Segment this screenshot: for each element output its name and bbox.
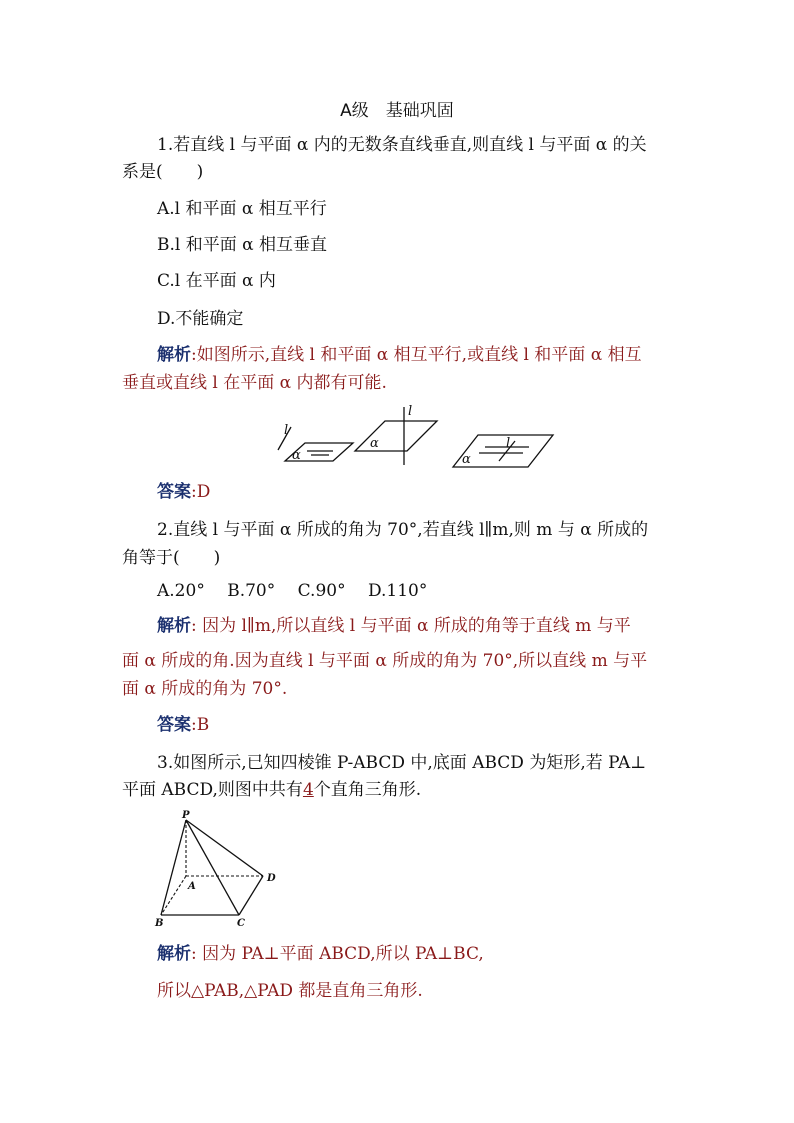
q1-option-c: C.l 在平面 α 内 [157, 271, 276, 291]
q3-analysis-line2: 所以△PAB,△PAD 都是直角三角形. [157, 981, 423, 1001]
q1-answer-value: :D [191, 482, 211, 502]
q1-analysis-line1 [157, 347, 642, 364]
q1-figure [275, 405, 575, 470]
q3-stem-line2-pre: 平面 ABCD,则图中共有 [122, 780, 303, 800]
q2-answer-value: :B [191, 715, 210, 735]
q3-edge-PB [161, 820, 186, 915]
q3-stem-line2-post: 个直角三角形. [313, 780, 422, 800]
q3-edge-AB [161, 876, 186, 915]
q2-analysis-line3: 面 α 所成的角为 70°. [122, 679, 288, 699]
q1-option-b: B.l 和平面 α 相互垂直 [157, 235, 328, 255]
q2-stem-line2: 角等于( ) [122, 548, 221, 568]
q2-analysis-text1: : 因为 l∥m,所以直线 l 与平面 α 所成的角等于直线 m 与平 [191, 616, 631, 636]
q1-analysis-text1: :如图所示,直线 l 和平面 α 相互平行,或直线 l 和平面 α 相互 [191, 345, 642, 365]
q3-pyramid-figure [155, 812, 285, 932]
q1-analysis-line2: 垂直或直线 l 在平面 α 内都有可能. [122, 373, 387, 393]
q1-fig-label-l-1: l [284, 423, 289, 438]
q3-stem-line1: 3.如图所示,已知四棱锥 P-ABCD 中,底面 ABCD 为矩形,若 PA⊥ [157, 753, 647, 773]
q1-fig-label-l-3: l [506, 436, 511, 451]
q1-analysis-label: 解析 [157, 345, 191, 365]
q3-analysis-text1: : 因为 PA⊥平面 ABCD,所以 PA⊥BC, [191, 944, 484, 964]
q2-stem-line1: 2.直线 l 与平面 α 所成的角为 70°,若直线 l∥m,则 m 与 α 所成的 [157, 520, 649, 540]
q3-label-D: D [267, 873, 276, 884]
q3-analysis-label: 解析 [157, 944, 191, 964]
q2-analysis-line1 [157, 618, 631, 635]
q1-option-a: A.l 和平面 α 相互平行 [157, 199, 327, 219]
q1-plane-2 [355, 421, 437, 451]
q2-analysis-label: 解析 [157, 616, 191, 636]
q3-label-C: C [237, 918, 245, 929]
q3-edge-PD [186, 820, 263, 876]
q1-answer [157, 484, 210, 501]
q3-label-B: B [155, 918, 164, 929]
q2-analysis-line2: 面 α 所成的角.因为直线 l 与平面 α 所成的角为 70°,所以直线 m 与平 [122, 651, 648, 671]
q2-options: A.20° B.70° C.90° D.110° [157, 581, 428, 601]
q1-stem-line2: 系是( ) [122, 162, 204, 182]
q3-label-A: A [188, 881, 196, 892]
q2-answer-label: 答案 [157, 715, 191, 735]
q1-option-d: D.不能确定 [157, 309, 244, 329]
q3-analysis-line1 [157, 946, 484, 963]
q1-fig-label-alpha-3: α [462, 452, 471, 467]
q3-stem-line2 [122, 782, 421, 799]
q1-answer-label: 答案 [157, 482, 191, 502]
section-title: A级 基础巩固 [340, 101, 454, 121]
q1-stem-line1: 1.若直线 l 与平面 α 内的无数条直线垂直,则直线 l 与平面 α 的关 [157, 135, 647, 155]
q1-fig-label-alpha-1: α [292, 448, 301, 463]
q1-fig-label-alpha-2: α [370, 436, 379, 451]
q3-edge-CD [239, 876, 263, 915]
q3-label-P: P [182, 810, 190, 821]
q1-fig-label-l-2: l [408, 404, 413, 419]
q3-edge-PC [186, 820, 239, 915]
q3-stem-answer: 4 [302, 780, 314, 800]
q2-answer [157, 717, 209, 734]
